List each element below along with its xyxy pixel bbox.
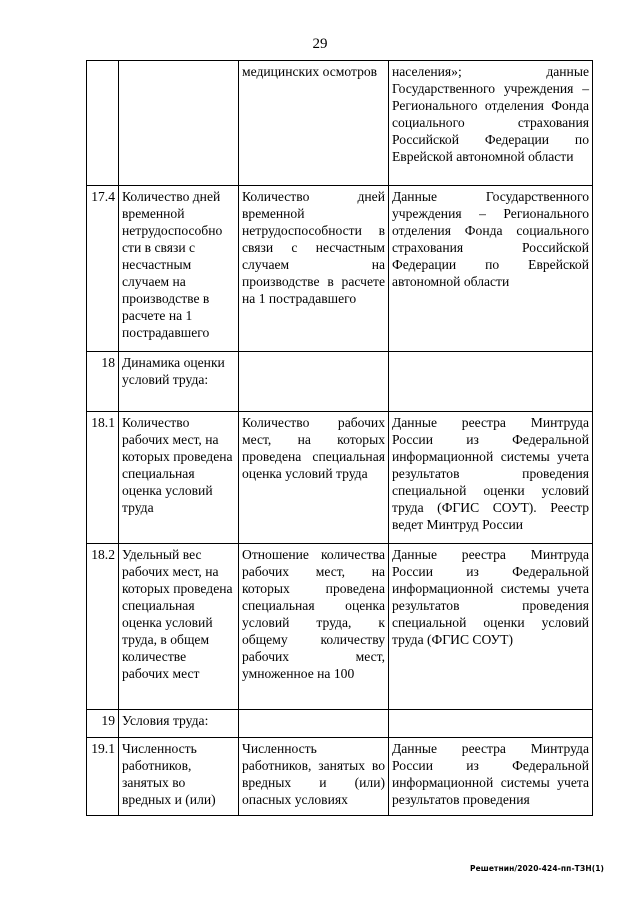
table-row — [87, 61, 593, 186]
indicator-name: Удельный вес рабочих мест, на которых проведена специальная оценка условий труда, в общем количестве рабочих мест — [119, 544, 239, 710]
row-number: 19.1 — [87, 738, 119, 816]
data-source — [389, 352, 593, 412]
page-number: 29 — [312, 36, 328, 52]
data-source: Данные Государственного учреждения – Регионального отделения Фонда социального страхования Российской Федерации по Еврейской автономной области — [389, 186, 593, 352]
data-source — [389, 710, 593, 738]
calculation-method — [239, 710, 389, 738]
indicators-table — [86, 60, 593, 816]
calculation-method: Количество рабочих мест, на которых проведена специальная оценка условий труда — [239, 412, 389, 544]
table-row — [87, 544, 593, 710]
indicator-name — [119, 61, 239, 186]
row-number: 18.2 — [87, 544, 119, 710]
indicator-name: Количество рабочих мест, на которых проведена специальная оценка условий труда — [119, 412, 239, 544]
row-number — [87, 61, 119, 186]
calculation-method: Численность работников, занятых во вредных и (или) опасных условиях — [239, 738, 389, 816]
table-row — [87, 738, 593, 816]
data-source: населения»; данные Государственного учреждения – Регионального отделения Фонда социального страхования Российской Федерации по Еврейской автономной области — [389, 61, 593, 186]
row-number: 17.4 — [87, 186, 119, 352]
table-row — [87, 710, 593, 738]
row-number: 18 — [87, 352, 119, 412]
document-footer-code: Решетнин/2020-424-пп-ТЗН(1) — [470, 864, 605, 873]
table-row — [87, 352, 593, 412]
table-row — [87, 186, 593, 352]
data-source: Данные реестра Минтруда России из Федеральной информационной системы учета результатов проведения — [389, 738, 593, 816]
indicator-name: Условия труда: — [119, 710, 239, 738]
data-source: Данные реестра Минтруда России из Федеральной информационной системы учета результатов проведения специальной оценки условий труда (ФГИС СОУТ) — [389, 544, 593, 710]
calculation-method: Отношение количества рабочих мест, на которых проведена специальная оценка условий труда, к общему количеству рабочих мест, умноженное на 100 — [239, 544, 389, 710]
indicator-name: Численность работников, занятых во вредных и (или) — [119, 738, 239, 816]
table-row — [87, 412, 593, 544]
calculation-method: Количество дней временной нетрудоспособности в связи с несчастным случаем на производстве в расчете на 1 пострадавшего — [239, 186, 389, 352]
indicator-name: Динамика оценки условий труда: — [119, 352, 239, 412]
calculation-method — [239, 352, 389, 412]
indicator-name: Количество дней временной нетрудоспособно сти в связи с несчастным случаем на производстве в расчете на 1 пострадавшего — [119, 186, 239, 352]
calculation-method: медицинских осмотров — [239, 61, 389, 186]
row-number: 19 — [87, 710, 119, 738]
row-number: 18.1 — [87, 412, 119, 544]
data-source: Данные реестра Минтруда России из Федеральной информационной системы учета результатов проведения специальной оценки условий труда (ФГИС СОУТ). Реестр ведет Минтруд России — [389, 412, 593, 544]
